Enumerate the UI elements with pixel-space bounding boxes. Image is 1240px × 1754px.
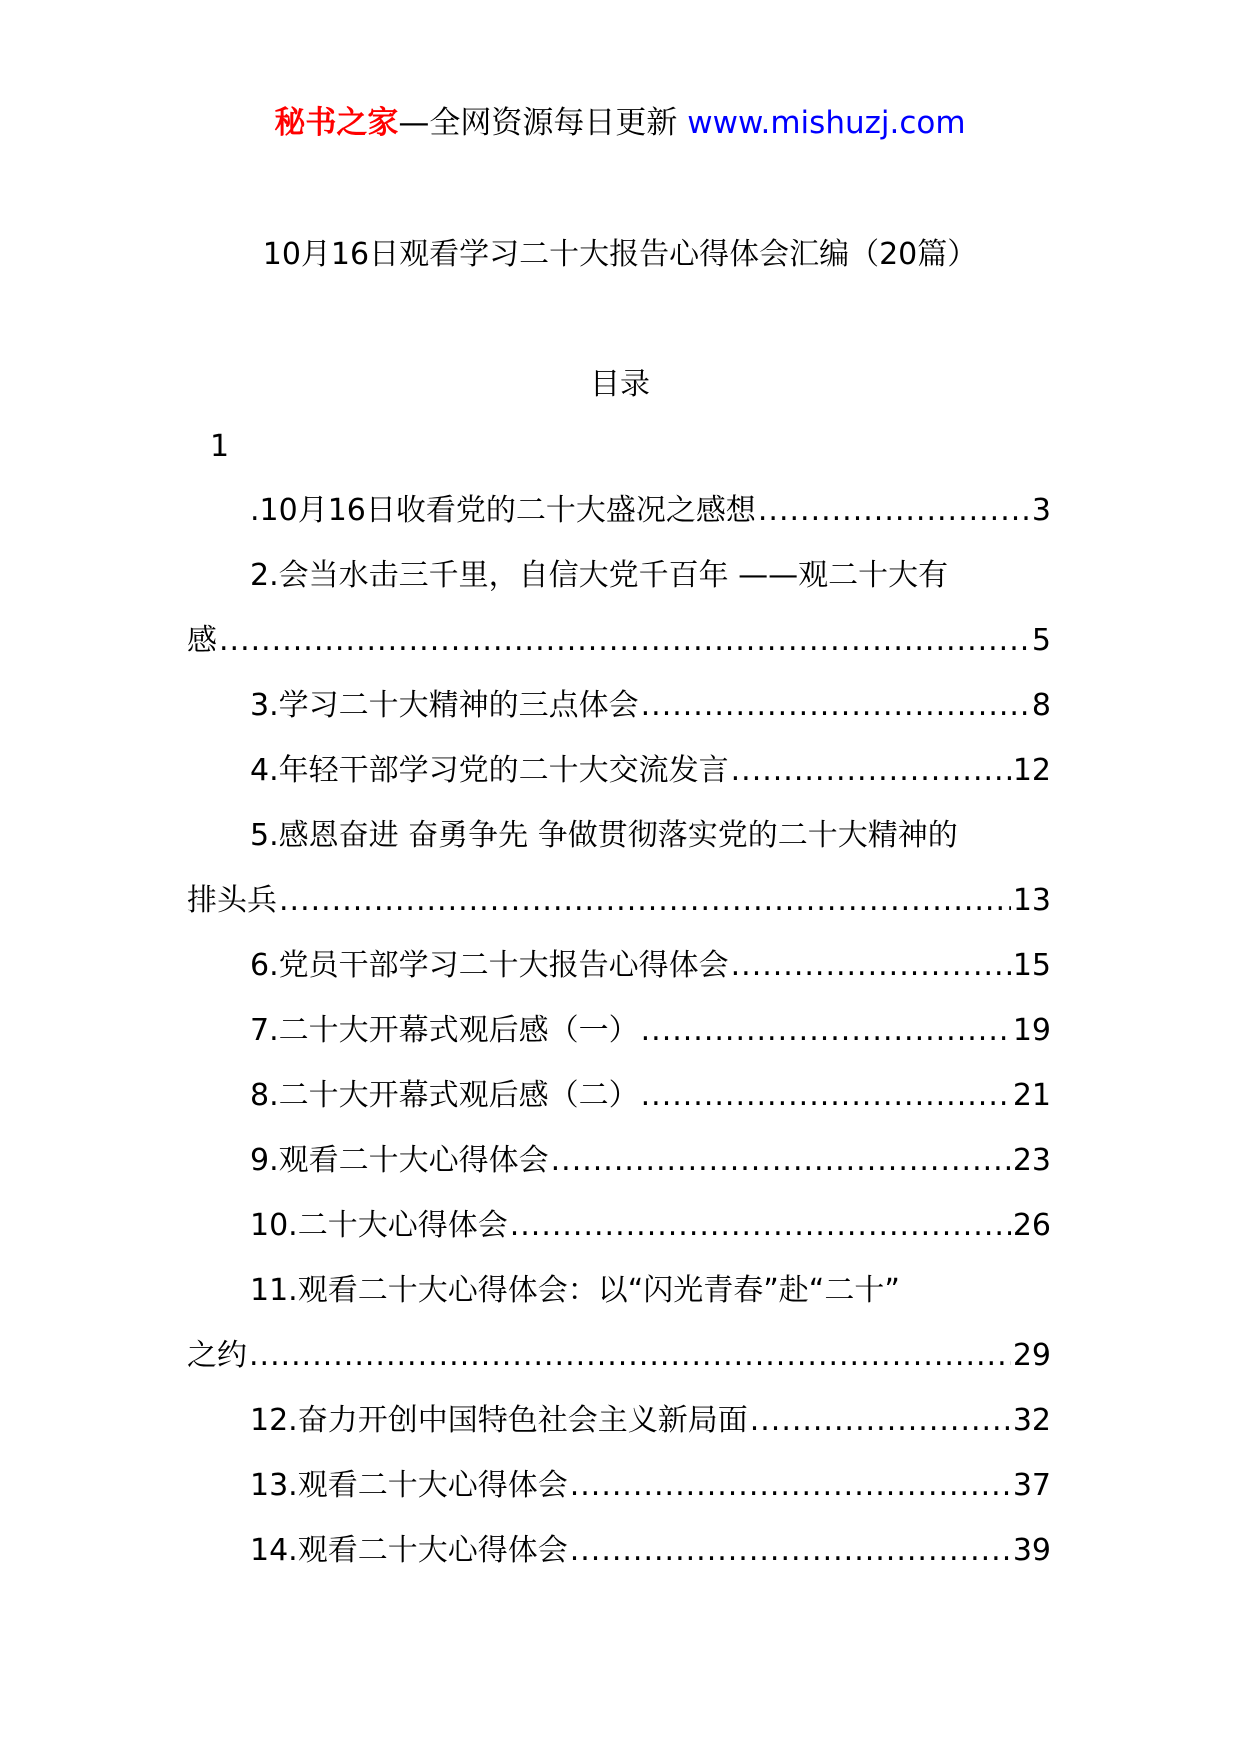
toc-entry[interactable]: [187, 748, 1051, 813]
toc-entry[interactable]: [187, 683, 1051, 748]
toc-entry-text: 12.奋力开创中国特色社会主义新局面: [250, 1403, 748, 1438]
toc-page-number: 15: [1012, 948, 1051, 983]
toc-dot-leader: [279, 878, 1011, 924]
toc-page-number: 32: [1012, 1403, 1051, 1438]
toc-entry[interactable]: [187, 1073, 1051, 1138]
toc-dot-leader: [510, 1203, 1011, 1249]
toc-entry-text: 排头兵: [187, 883, 277, 918]
toc-entry-text: 5.感恩奋进 奋勇争先 争做贯彻落实党的二十大精神的: [250, 818, 958, 853]
toc-page-number: 21: [1012, 1078, 1051, 1113]
toc-page-number: 13: [1012, 883, 1051, 918]
toc-entry-text: 9.观看二十大心得体会: [250, 1143, 549, 1178]
toc-entry-text: 11.观看二十大心得体会：以“闪光青春”赴“二十”: [250, 1273, 900, 1308]
toc-entry-continuation[interactable]: [187, 878, 1051, 943]
toc-page-number: 19: [1012, 1013, 1051, 1048]
toc-entry-text: 7.二十大开幕式观后感（一）: [250, 1013, 639, 1048]
toc-entry[interactable]: [187, 553, 1051, 618]
toc-entry-text: 2.会当水击三千里，自信大党千百年 ——观二十大有: [250, 558, 949, 593]
toc-entry[interactable]: [187, 1463, 1051, 1528]
toc-entry-continuation[interactable]: [187, 618, 1051, 683]
toc-dot-leader: [641, 1008, 1011, 1054]
document-title: 10月16日观看学习二十大报告心得体会汇编（20篇）: [262, 237, 978, 272]
toc-page-number: 5: [1031, 623, 1051, 658]
toc-dot-leader: [551, 1138, 1011, 1184]
toc-page-number: 3: [1031, 493, 1051, 528]
toc-entry-continuation[interactable]: [187, 1333, 1051, 1398]
toc-entry-text: 之约: [187, 1338, 247, 1373]
toc-entry-text: 13.观看二十大心得体会: [250, 1468, 568, 1503]
table-of-contents: [187, 488, 1051, 1593]
header-tagline: —全网资源每日更新: [398, 105, 678, 141]
toc-dot-leader: [219, 618, 1030, 664]
toc-entry[interactable]: [187, 1268, 1051, 1333]
toc-entry[interactable]: [187, 1008, 1051, 1073]
toc-entry-text: 感: [187, 623, 217, 658]
toc-heading: 目录: [590, 367, 650, 402]
toc-dot-leader: [570, 1463, 1011, 1509]
toc-dot-leader: [641, 683, 1030, 729]
toc-entry-text: 10.二十大心得体会: [250, 1208, 508, 1243]
toc-dot-leader: [758, 488, 1030, 534]
toc-page-number: 39: [1012, 1533, 1051, 1568]
header-url-link[interactable]: www.mishuzj.com: [687, 105, 966, 141]
toc-entry-text: 4.年轻干部学习党的二十大交流发言: [250, 753, 729, 788]
toc-entry[interactable]: [187, 1138, 1051, 1203]
toc-entry[interactable]: [187, 1528, 1051, 1593]
page-header: [0, 100, 1240, 146]
toc-number: 1: [210, 429, 230, 464]
toc-dot-leader: [249, 1333, 1011, 1379]
toc-entry-text: 14.观看二十大心得体会: [250, 1533, 568, 1568]
toc-entry-text: .10月16日收看党的二十大盛况之感想: [250, 493, 756, 528]
toc-entry[interactable]: [187, 813, 1051, 878]
toc-page-number: 23: [1012, 1143, 1051, 1178]
toc-entry[interactable]: [187, 1398, 1051, 1463]
toc-entry-text: 3.学习二十大精神的三点体会: [250, 688, 639, 723]
toc-page-number: 26: [1012, 1208, 1051, 1243]
toc-dot-leader: [731, 943, 1011, 989]
toc-page-number: 37: [1012, 1468, 1051, 1503]
toc-page-number: 12: [1012, 753, 1051, 788]
toc-dot-leader: [641, 1073, 1011, 1119]
toc-entry[interactable]: [187, 488, 1051, 553]
toc-page-number: 29: [1012, 1338, 1051, 1373]
toc-dot-leader: [750, 1398, 1011, 1444]
toc-page-number: 8: [1031, 688, 1051, 723]
toc-entry[interactable]: [187, 943, 1051, 1008]
toc-entry[interactable]: [187, 1203, 1051, 1268]
toc-entry-text: 6.党员干部学习二十大报告心得体会: [250, 948, 729, 983]
toc-dot-leader: [570, 1528, 1011, 1574]
brand-name: 秘书之家: [274, 105, 399, 141]
toc-entry-text: 8.二十大开幕式观后感（二）: [250, 1078, 639, 1113]
toc-dot-leader: [731, 748, 1011, 794]
